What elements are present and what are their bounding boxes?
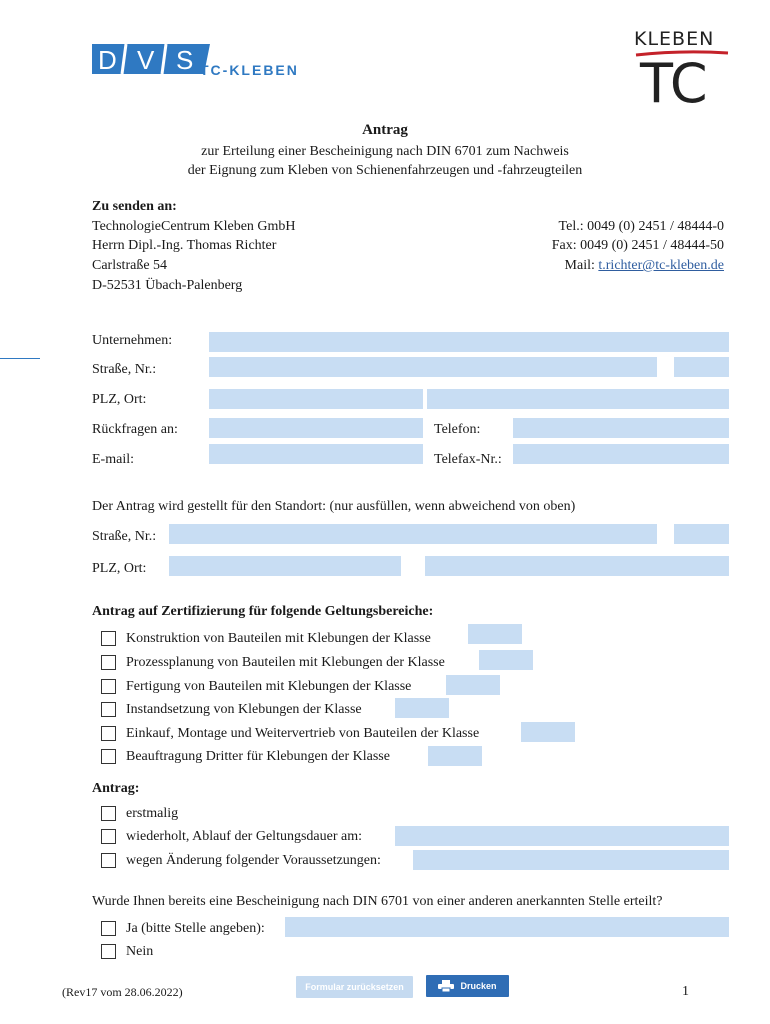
- subtitle-line-1: zur Erteilung einer Bescheinigung nach DIN 6701 zum Nachweis: [201, 144, 569, 159]
- standort-hausnummer-field[interactable]: [674, 524, 729, 544]
- page-title: Antrag: [362, 122, 408, 138]
- address-line: TechnologieCentrum Kleben GmbH: [92, 219, 296, 234]
- kleben-logo-text: KLEBEN: [634, 28, 715, 50]
- klasse-field-prozessplanung[interactable]: [479, 650, 533, 670]
- margin-mark: [0, 358, 40, 359]
- hausnummer-field[interactable]: [674, 357, 729, 377]
- label-email: E-mail:: [92, 452, 134, 467]
- geltung-checkbox-instandsetzung[interactable]: [101, 702, 116, 717]
- geltung-label: Instandsetzung von Klebungen der Klasse: [126, 702, 362, 717]
- klasse-field-instandsetzung[interactable]: [395, 698, 449, 718]
- antrag-checkbox-erstmalig[interactable]: [101, 806, 116, 821]
- label-unternehmen: Unternehmen:: [92, 333, 173, 348]
- antrag-label: wiederholt, Ablauf der Geltungsdauer am:: [126, 829, 362, 844]
- antrag-heading: Antrag:: [92, 781, 140, 796]
- klasse-field-beauftragung[interactable]: [428, 746, 482, 766]
- geltung-label: Fertigung von Bauteilen mit Klebungen der Klasse: [126, 679, 412, 694]
- dvs-letter-s: S: [176, 45, 194, 75]
- klasse-field-konstruktion[interactable]: [468, 624, 522, 644]
- address-line: D-52531 Übach-Palenberg: [92, 278, 243, 293]
- dvs-letter-v: V: [137, 45, 155, 75]
- reset-form-button[interactable]: Formular zurücksetzen: [296, 976, 413, 998]
- label-standort-strasse: Straße, Nr.:: [92, 529, 157, 544]
- geltung-checkbox-fertigung[interactable]: [101, 679, 116, 694]
- contact-fax: Fax: 0049 (0) 2451 / 48444-50: [551, 238, 724, 253]
- address-heading: Zu senden an:: [92, 199, 177, 214]
- mail-link[interactable]: t.richter@tc-kleben.de: [598, 258, 724, 273]
- page-number: 1: [682, 984, 689, 999]
- printer-icon: [438, 980, 454, 992]
- geltung-checkbox-prozessplanung[interactable]: [101, 655, 116, 670]
- geltung-checkbox-einkauf[interactable]: [101, 726, 116, 741]
- antrag-checkbox-wiederholt[interactable]: [101, 829, 116, 844]
- question-text: Wurde Ihnen bereits eine Bescheinigung nach DIN 6701 von einer anderen anerkannten Stelle erteilt?: [92, 894, 663, 909]
- print-button-label: Drucken: [460, 981, 497, 991]
- print-button[interactable]: [426, 975, 509, 997]
- standort-plz-field[interactable]: [169, 556, 401, 576]
- geltung-checkbox-konstruktion[interactable]: [101, 631, 116, 646]
- standort-ort-field[interactable]: [425, 556, 729, 576]
- ort-field[interactable]: [427, 389, 729, 409]
- klasse-field-fertigung[interactable]: [446, 675, 500, 695]
- geltung-label: Beauftragung Dritter für Klebungen der Klasse: [126, 749, 390, 764]
- revision-note: (Rev17 vom 28.06.2022): [62, 985, 183, 999]
- geltung-label: Konstruktion von Bauteilen mit Klebungen der Klasse: [126, 631, 431, 646]
- question-checkbox-nein[interactable]: [101, 944, 116, 959]
- contact-tel: Tel.: 0049 (0) 2451 / 48444-0: [558, 219, 724, 234]
- email-field[interactable]: [209, 444, 423, 464]
- subtitle-line-2: der Eignung zum Kleben von Schienenfahrzeugen und -fahrzeugteilen: [187, 163, 583, 178]
- andere-stelle-field[interactable]: [285, 917, 729, 937]
- mail-label: Mail:: [564, 258, 599, 273]
- antrag-checkbox-aenderung[interactable]: [101, 853, 116, 868]
- dvs-letter-d: D: [98, 45, 117, 75]
- strasse-field[interactable]: [209, 357, 657, 377]
- geltung-checkbox-beauftragung[interactable]: [101, 749, 116, 764]
- address-line: Carlstraße 54: [92, 258, 168, 273]
- label-strasse: Straße, Nr.:: [92, 362, 157, 377]
- kleben-tc-logo: [632, 28, 732, 120]
- question-label-nein: Nein: [126, 944, 154, 959]
- geltung-heading: Antrag auf Zertifizierung für folgende Geltungsbereiche:: [92, 604, 434, 619]
- address-line: Herrn Dipl.-Ing. Thomas Richter: [92, 238, 277, 253]
- rueckfragen-field[interactable]: [209, 418, 423, 438]
- label-rueckfragen: Rückfragen an:: [92, 422, 178, 437]
- label-telefon: Telefon:: [434, 422, 481, 437]
- standort-intro: Der Antrag wird gestellt für den Standort: (nur ausfüllen, wenn abweichend von oben): [92, 499, 576, 514]
- ablauf-datum-field[interactable]: [395, 826, 729, 846]
- question-checkbox-ja[interactable]: [101, 921, 116, 936]
- standort-strasse-field[interactable]: [169, 524, 657, 544]
- kleben-logo-tc: TC: [640, 52, 708, 115]
- antrag-label: erstmalig: [126, 806, 179, 821]
- question-label-ja: Ja (bitte Stelle angeben):: [126, 921, 265, 936]
- contact-mail: [565, 257, 724, 275]
- aenderung-field[interactable]: [413, 850, 729, 870]
- plz-field[interactable]: [209, 389, 423, 409]
- geltung-label: Einkauf, Montage und Weitervertrieb von Bauteilen der Klasse: [126, 726, 480, 741]
- label-telefax: Telefax-Nr.:: [434, 452, 502, 467]
- label-plz-ort: PLZ, Ort:: [92, 392, 147, 407]
- label-standort-plz: PLZ, Ort:: [92, 561, 147, 576]
- unternehmen-field[interactable]: [209, 332, 729, 352]
- geltung-label: Prozessplanung von Bauteilen mit Klebungen der Klasse: [126, 655, 445, 670]
- telefax-field[interactable]: [513, 444, 729, 464]
- dvs-logo: [92, 42, 322, 82]
- telefon-field[interactable]: [513, 418, 729, 438]
- antrag-label: wegen Änderung folgender Voraussetzungen:: [126, 853, 381, 868]
- dvs-subtitle: TC-KLEBEN: [200, 62, 299, 78]
- klasse-field-einkauf[interactable]: [521, 722, 575, 742]
